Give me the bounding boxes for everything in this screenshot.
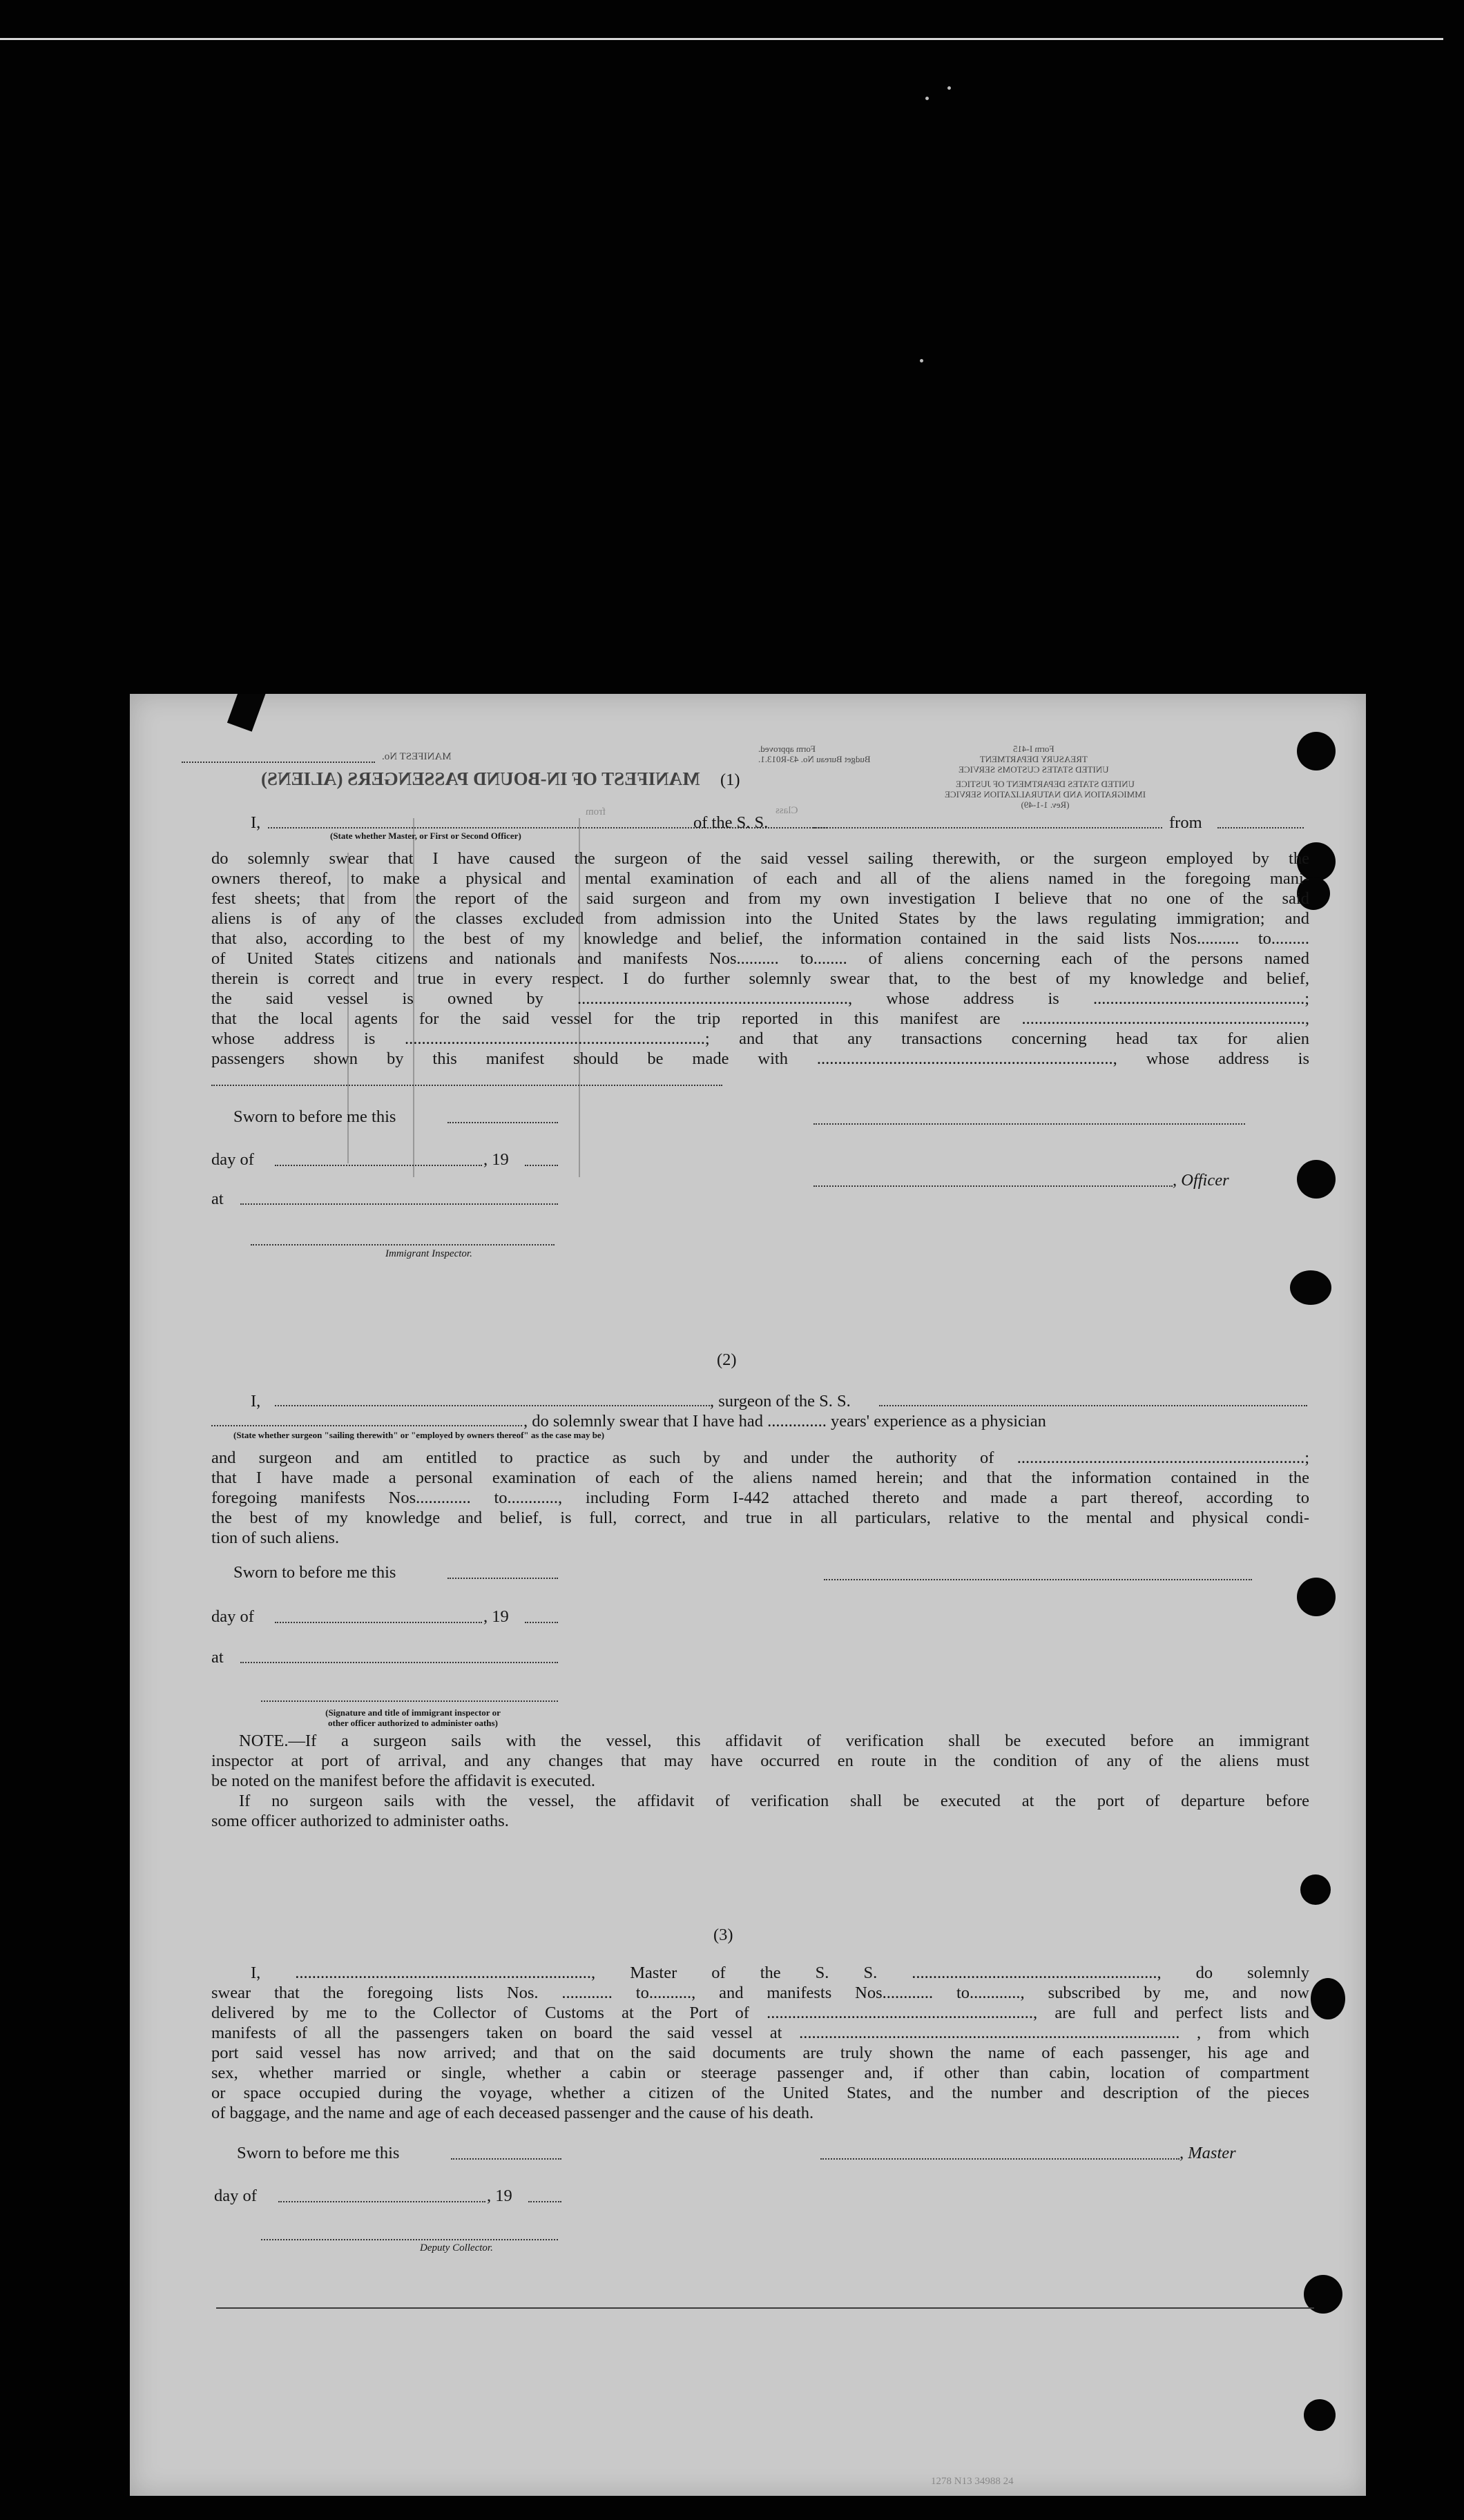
surgeon-note: (State whether surgeon "sailing therewith" or "employed by owners thereof" as the case may be) — [233, 1430, 605, 1440]
torn-corner — [227, 694, 266, 732]
of-the-ss: of the S. S. — [693, 813, 769, 832]
day-of-label-2: day of — [211, 1607, 254, 1626]
note-line: some officer authorized to administer oaths. — [211, 1812, 509, 1830]
surgeon-status-field — [211, 1425, 522, 1426]
officer-note: (State whether Master, or First or Second Officer) — [330, 831, 521, 841]
note-text: —If a surgeon sails with the vessel, this affidavit of verification shall be executed before an immigrant — [288, 1732, 1309, 1750]
paragraph-line: of baggage, and the name and age of each deceased passenger and the cause of his death. — [211, 2104, 814, 2122]
paragraph-line: delivered by me to the Collector of Customs at the Port of ..............................................................., are full and perfect lists and — [211, 2004, 1309, 2022]
department-block: UNITED STATES DEPARTMENT OF JUSTICE IMMIGRATION AND NATURALIZATION SERVICE (Rev. 1-1-49) — [945, 779, 1146, 810]
section-1-heading: (1) — [720, 770, 740, 789]
paragraph-line: that also, according to the best of my knowledge and belief, the information contained in the said lists Nos.......... to......... — [211, 929, 1309, 948]
paragraph-line: port said vessel has now arrived; and that on the said documents are truly shown the name of each passenger, his age and — [211, 2044, 1309, 2062]
day-field-2 — [275, 1622, 482, 1623]
address-continuation-field — [211, 1085, 722, 1086]
vessel-name-field — [813, 827, 1162, 828]
paragraph-line: or space occupied during the voyage, whether a citizen of the United States, and the number and description of the pieces — [211, 2084, 1309, 2102]
manifest-number-field — [182, 762, 375, 763]
paragraph-line: swear that the foregoing lists Nos. ............ to.........., and manifests Nos............ to............, subscribed by me, and now — [211, 1984, 1309, 2002]
note-line: inspector at port of arrival, and any changes that may have occurred en route in the condition of any of the aliens must — [211, 1752, 1309, 1770]
day-of-label-1: day of — [211, 1150, 254, 1169]
paragraph-line: of United States citizens and nationals and manifests Nos.......... to........ of aliens concerning each of the persons named — [211, 949, 1309, 968]
paragraph-line: fest sheets; that from the report of the said surgeon and from my own investigation I believe that no one of the said — [211, 889, 1309, 908]
at-field-1 — [240, 1203, 558, 1205]
scan-speck — [947, 86, 951, 90]
affidavit2-i: I, — [251, 1392, 261, 1411]
at-label-1: at — [211, 1190, 224, 1208]
from-port-field — [1217, 827, 1304, 828]
scan-speck — [920, 359, 923, 362]
master-signature-line — [820, 2158, 1179, 2160]
note-label: NOTE. — [239, 1732, 289, 1750]
sworn-date-field-3 — [451, 2158, 561, 2160]
note-line: If no surgeon sails with the vessel, the affidavit of verification shall be executed at the port of departure before — [239, 1792, 1309, 1810]
paragraph-line: the best of my knowledge and belief, is full, correct, and true in all particulars, relative to the mental and physical condi- — [211, 1509, 1309, 1527]
day-field-1 — [275, 1165, 482, 1166]
paragraph-line: manifests of all the passengers taken on board the said vessel at .......................................................................................... , from which — [211, 2024, 1309, 2042]
manifest-page — [130, 694, 1366, 2496]
paragraph-line: passengers shown by this manifest should be made with ......................................................................, whose address is — [211, 1049, 1309, 1068]
year-field-2 — [525, 1622, 558, 1623]
officer-signature-line — [813, 1123, 1245, 1125]
sworn-date-field-2 — [447, 1578, 558, 1579]
sworn-date-field-1 — [447, 1122, 558, 1123]
from-ghost-text: from — [586, 806, 606, 817]
inspector-signature-line — [251, 1244, 555, 1246]
note-line — [211, 1731, 1309, 1752]
surgeon-name-field — [275, 1405, 710, 1406]
paragraph-line: aliens is of any of the classes excluded from admission into the United States by the laws regulating immigration; and — [211, 909, 1309, 928]
surgeon-vessel-field — [879, 1405, 1307, 1406]
paragraph-line: sex, whether married or single, whether a cabin or steerage passenger and, if other than cabin, location of compartment — [211, 2064, 1309, 2082]
officer-title-line — [813, 1185, 1173, 1187]
section-3-heading: (3) — [713, 1926, 733, 1944]
year-label-3: , 19 — [487, 2187, 512, 2205]
punch-hole — [1290, 1270, 1331, 1305]
at-field-2 — [240, 1662, 558, 1663]
officer-label: , Officer — [1173, 1171, 1229, 1190]
punch-hole — [1300, 1874, 1331, 1905]
from-label: from — [1169, 813, 1202, 832]
footer-stamp-ghost: 1278 N13 34988 24 — [931, 2476, 1014, 2487]
affidavit1-i: I, — [251, 813, 261, 832]
inspector-label: Immigrant Inspector. — [385, 1248, 472, 1259]
day-of-label-3: day of — [214, 2187, 257, 2205]
signature-note: (Signature and title of immigrant inspector or other officer authorized to administer oaths) — [325, 1707, 501, 1728]
manifest-number-label: MANIFEST No. — [382, 751, 452, 762]
sworn-label-3: Sworn to before me this — [237, 2144, 400, 2162]
paragraph-line: whose address is .......................................................................; and that any transactions concerning head tax for alien — [211, 1029, 1309, 1048]
master-label: , Master — [1179, 2144, 1236, 2162]
punch-hole — [1297, 1160, 1336, 1199]
note-line: be noted on the manifest before the affidavit is executed. — [211, 1772, 596, 1790]
paragraph-line: tion of such aliens. — [211, 1529, 340, 1547]
scan-speck — [925, 97, 929, 100]
authorized-signature-line — [261, 1700, 558, 1702]
punch-hole — [1311, 1978, 1345, 2019]
surgeon-swear-line: , do solemnly swear that I have had .............. years' experience as a physician — [523, 1412, 1046, 1431]
manifest-title-mirrored: MANIFEST OF IN-BOUND PASSENGERS (ALIENS) — [261, 768, 700, 789]
day-field-3 — [278, 2201, 485, 2202]
paragraph-line: foregoing manifests Nos............. to............, including Form I-442 attached thereto and made a part thereof, according to — [211, 1489, 1309, 1507]
punch-hole — [1304, 2399, 1336, 2431]
punch-hole — [1297, 732, 1336, 770]
year-label-1: , 19 — [483, 1150, 509, 1169]
sworn-label-2: Sworn to before me this — [233, 1563, 396, 1582]
bottom-rule — [216, 2307, 1314, 2309]
form-number-block: Form I-415 TREASURY DEPARTMENT UNITED STATES CUSTOMS SERVICE — [959, 744, 1109, 775]
collector-signature-line — [261, 2239, 558, 2240]
paragraph-line: I, ......................................................................, Master of the S. S. .........................................................., do solemnly — [251, 1964, 1309, 1982]
year-field-3 — [528, 2201, 561, 2202]
collector-label: Deputy Collector. — [420, 2242, 493, 2254]
paragraph-line: and surgeon and am entitled to practice as such by and under the authority of ....................................................................; — [211, 1448, 1309, 1467]
form-approved: Form approved. Budget Bureau No. 43-R013.1. — [758, 744, 871, 764]
paragraph-line: that the local agents for the said vessel for the trip reported in this manifest are ..................................................................., — [211, 1009, 1309, 1028]
surgeon-signature-line — [824, 1579, 1252, 1580]
surgeon-of-ss: , surgeon of the S. S. — [710, 1392, 851, 1411]
paragraph-line: that I have made a personal examination of each of the aliens named herein; and that the information contained in the — [211, 1469, 1309, 1487]
paragraph-line: owners thereof, to make a physical and mental examination of each and all of the aliens named in the foregoing mani- — [211, 869, 1309, 888]
paragraph-line: therein is correct and true in every respect. I do further solemnly swear that, to the best of my knowledge and belief, — [211, 969, 1309, 988]
sworn-label-1: Sworn to before me this — [233, 1107, 396, 1126]
class-ghost-text: Class — [776, 805, 798, 816]
punch-hole — [1297, 1578, 1336, 1616]
scanner-top-rule — [0, 38, 1443, 40]
year-label-2: , 19 — [483, 1607, 509, 1626]
paragraph-line: do solemnly swear that I have caused the surgeon of the said vessel sailing therewith, or the surgeon employed by the — [211, 849, 1309, 868]
paragraph-line: the said vessel is owned by ................................................................, whose address is ..................................................; — [211, 989, 1309, 1008]
year-field-1 — [525, 1165, 558, 1166]
at-label-2: at — [211, 1648, 224, 1667]
section-2-heading: (2) — [717, 1350, 737, 1369]
